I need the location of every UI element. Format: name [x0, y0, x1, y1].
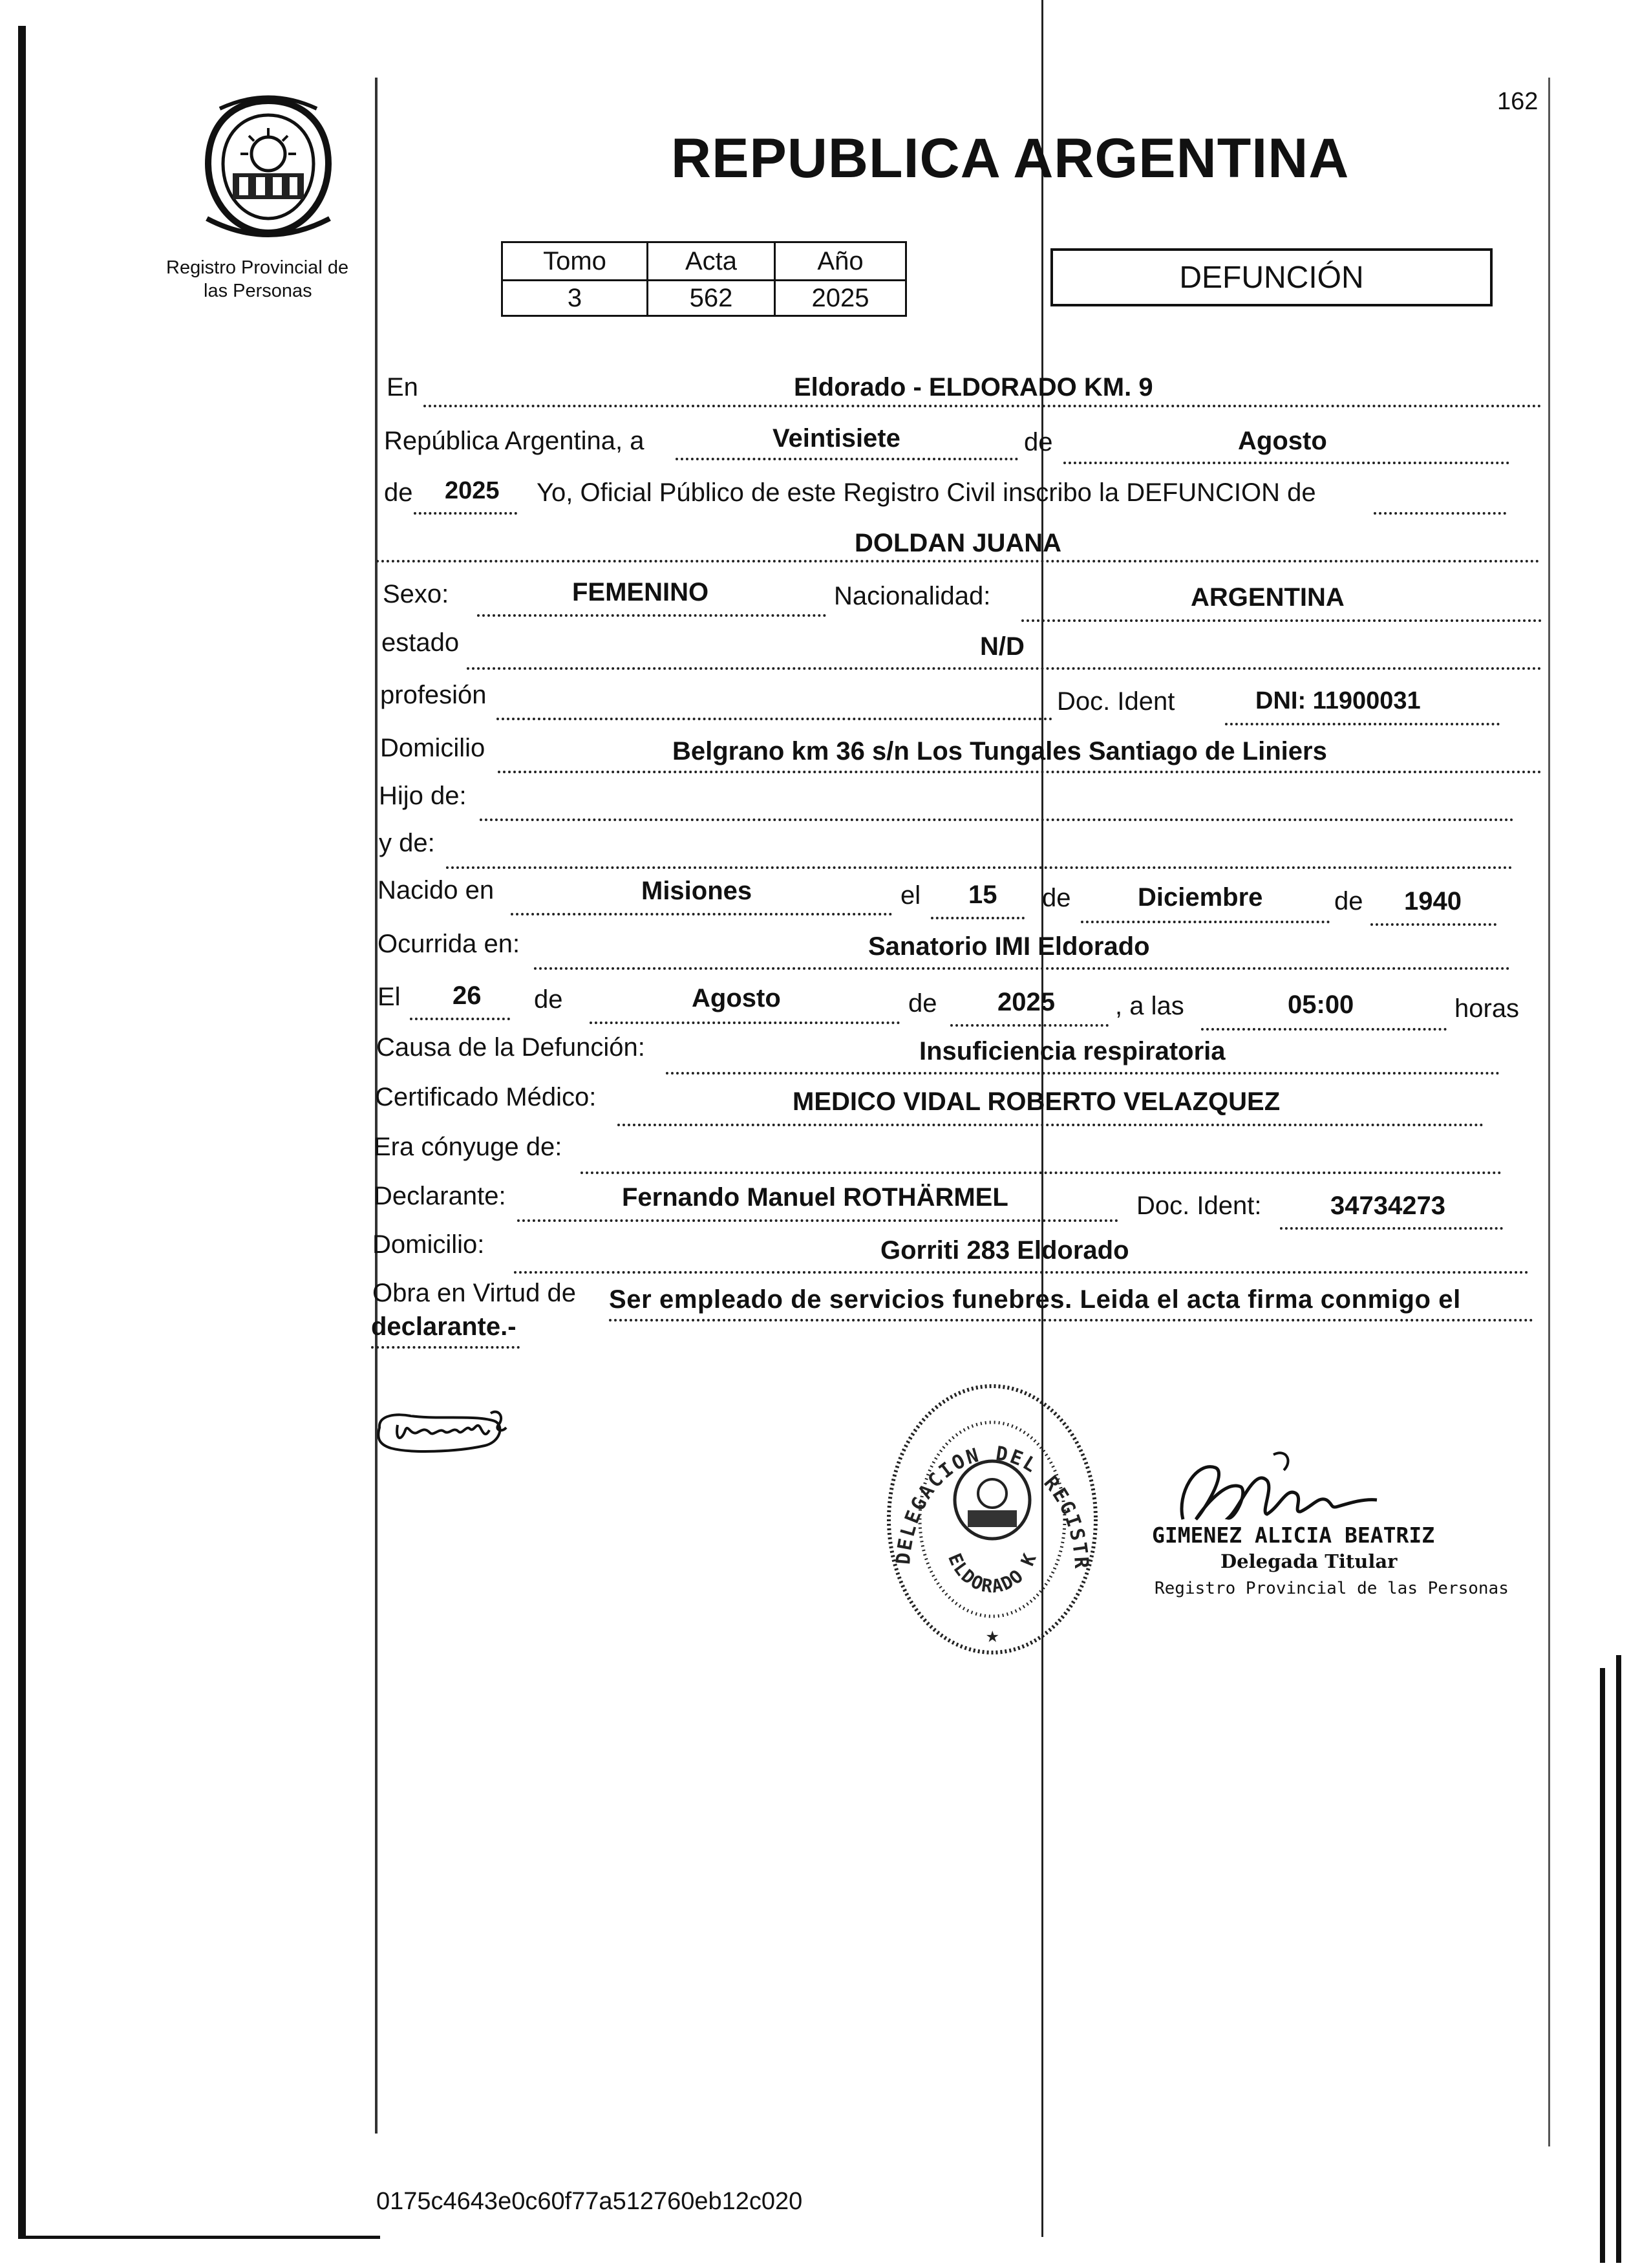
- y-de-line: [446, 866, 1513, 869]
- record-header-anio: Año: [775, 242, 906, 281]
- profesion-label: profesión: [380, 681, 487, 709]
- right-edge-bar-1: [1600, 1668, 1605, 2263]
- fecha-defuncion-de2-label: de: [908, 989, 937, 1018]
- declarante-doc-value: 34734273: [1330, 1192, 1445, 1220]
- y-de-label: y de:: [379, 829, 435, 857]
- fecha-day-line: [676, 458, 1018, 460]
- record-table: [501, 241, 907, 317]
- record-type-label: DEFUNCIÓN: [1179, 260, 1364, 295]
- declarante-label: Declarante:: [374, 1182, 506, 1210]
- fecha-defuncion-de1-label: de: [534, 985, 563, 1014]
- fecha-defuncion-month-line: [590, 1022, 900, 1024]
- estado-value: N/D: [980, 632, 1025, 661]
- domicilio-value: Belgrano km 36 s/n Los Tungales Santiago de Liniers: [672, 737, 1327, 765]
- intro-de-label: de: [384, 478, 413, 507]
- nacido-year-value: 1940: [1404, 887, 1462, 915]
- official-name: GIMENEZ ALICIA BEATRIZ: [1152, 1523, 1435, 1548]
- fecha-de-label: de: [1024, 428, 1053, 456]
- sexo-value: FEMENINO: [572, 578, 709, 606]
- doc-ident-value: DNI: 11900031: [1255, 687, 1421, 714]
- causa-value: Insuficiencia respiratoria: [919, 1037, 1226, 1065]
- fecha-defuncion-day-line: [410, 1018, 510, 1020]
- record-value-acta: 562: [648, 281, 775, 316]
- certificado-value: MEDICO VIDAL ROBERTO VELAZQUEZ: [793, 1087, 1281, 1116]
- record-header-tomo: Tomo: [502, 242, 648, 281]
- certificado-line: [617, 1124, 1484, 1126]
- fecha-defuncion-a-las-label: , a las: [1115, 992, 1184, 1020]
- causa-line: [666, 1072, 1500, 1075]
- declarant-signature: [372, 1402, 514, 1466]
- declarante-value: Fernando Manuel ROTHÄRMEL: [622, 1183, 1008, 1212]
- conyuge-line: [580, 1171, 1502, 1174]
- bottom-left-line: [18, 2236, 380, 2239]
- intro-end-line: [1374, 512, 1506, 515]
- obra-value-line2: declarante.-: [371, 1312, 516, 1341]
- left-border-line: [18, 26, 26, 2237]
- fecha-day-value: Veintisiete: [772, 424, 900, 453]
- sexo-label: Sexo:: [383, 580, 449, 608]
- registry-name-line2: las Personas: [204, 281, 312, 301]
- obra-value-line1: Ser empleado de servicios funebres. Leida el acta firma conmigo el: [609, 1285, 1461, 1314]
- intro-year-line: [414, 512, 517, 515]
- ocurrida-label: Ocurrida en:: [378, 930, 520, 958]
- intro-text: Yo, Oficial Público de este Registro Civil inscribo la DEFUNCION de: [537, 478, 1316, 507]
- nacido-place-line: [511, 913, 892, 915]
- doc-ident-line: [1225, 723, 1500, 725]
- nacionalidad-label: Nacionalidad:: [834, 582, 991, 610]
- fecha-defuncion-el-label: El: [378, 983, 401, 1011]
- registry-name-line1: Registro Provincial de: [166, 257, 349, 278]
- coat-of-arms-emblem: [194, 89, 343, 244]
- hijo-de-label: Hijo de:: [379, 782, 467, 810]
- nacido-de2-label: de: [1334, 887, 1363, 915]
- estado-line: [467, 667, 1542, 670]
- causa-label: Causa de la Defunción:: [376, 1033, 645, 1062]
- domicilio-declarante-label: Domicilio:: [372, 1230, 485, 1259]
- en-label: En: [387, 373, 418, 401]
- record-header-acta: Acta: [648, 242, 775, 281]
- ocurrida-value: Sanatorio IMI Eldorado: [868, 932, 1150, 961]
- profesion-line: [496, 718, 1052, 720]
- official-title: Delegada Titular: [1220, 1550, 1398, 1572]
- fecha-defuncion-time-line: [1201, 1028, 1447, 1031]
- estado-label: estado: [381, 628, 460, 657]
- intro-year-value: 2025: [445, 477, 500, 504]
- domicilio-label: Domicilio: [380, 734, 485, 762]
- nacido-year-line: [1370, 923, 1496, 926]
- obra-line1: [609, 1319, 1533, 1321]
- declarante-doc-line: [1280, 1227, 1503, 1230]
- en-line: [423, 405, 1542, 407]
- fecha-month-line: [1063, 462, 1509, 464]
- right-edge-bar-2: [1616, 1655, 1621, 2263]
- fecha-defuncion-year-value: 2025: [997, 988, 1055, 1016]
- record-value-tomo: 3: [502, 281, 648, 316]
- country-title: REPUBLICA ARGENTINA: [671, 127, 1350, 189]
- nacido-el-label: el: [900, 881, 921, 910]
- nacido-day-value: 15: [968, 881, 997, 909]
- en-value: Eldorado - ELDORADO KM. 9: [794, 373, 1153, 401]
- domicilio-declarante-value: Gorriti 283 Eldorado: [880, 1236, 1129, 1265]
- nacido-day-line: [931, 917, 1025, 919]
- seal-ring-text: DELEGACION DEL REGISTR: [892, 1442, 1093, 1571]
- svg-text:★: ★: [986, 1622, 999, 1648]
- official-institution: Registro Provincial de las Personas: [1155, 1579, 1509, 1598]
- obra-line2: [371, 1346, 520, 1349]
- official-seal: [876, 1358, 1109, 1655]
- conyuge-label: Era cónyuge de:: [374, 1133, 562, 1161]
- hijo-de-line: [480, 818, 1514, 821]
- seal-inner-text: ELDORADO K: [944, 1549, 1041, 1598]
- obra-label: Obra en Virtud de: [372, 1279, 577, 1307]
- fecha-defuncion-horas-label: horas: [1454, 994, 1520, 1023]
- page-number: 162: [1497, 88, 1539, 115]
- nombre-line: [376, 560, 1540, 562]
- fecha-defuncion-time-value: 05:00: [1288, 990, 1354, 1019]
- sexo-line: [477, 614, 826, 617]
- nombre-value: DOLDAN JUANA: [855, 529, 1061, 557]
- nacido-label: Nacido en: [378, 876, 495, 904]
- fold-line: [1041, 0, 1043, 2237]
- nacido-place-value: Misiones: [641, 877, 752, 905]
- nacionalidad-line: [1021, 619, 1542, 622]
- fecha-defuncion-day-value: 26: [453, 981, 482, 1010]
- fecha-label: República Argentina, a: [384, 427, 644, 455]
- fecha-defuncion-month-value: Agosto: [692, 984, 781, 1012]
- fecha-defuncion-year-line: [950, 1024, 1109, 1027]
- record-value-anio: 2025: [775, 281, 906, 316]
- nacido-month-value: Diciembre: [1138, 883, 1263, 912]
- nacido-de1-label: de: [1042, 884, 1071, 912]
- certificado-label: Certificado Médico:: [375, 1083, 597, 1111]
- nacido-month-line: [1081, 921, 1330, 923]
- domicilio-line: [498, 771, 1542, 773]
- domicilio-declarante-line: [514, 1271, 1529, 1274]
- right-edge-line: [1548, 78, 1550, 2146]
- doc-ident-label: Doc. Ident: [1057, 687, 1175, 716]
- nacionalidad-value: ARGENTINA: [1191, 583, 1345, 612]
- fecha-month-value: Agosto: [1238, 427, 1327, 455]
- ocurrida-line: [534, 967, 1510, 970]
- declarante-line: [517, 1219, 1118, 1222]
- footer-hash: 0175c4643e0c60f77a512760eb12c020: [376, 2188, 803, 2215]
- record-type-box: [1050, 248, 1493, 306]
- declarante-doc-label: Doc. Ident:: [1136, 1192, 1262, 1220]
